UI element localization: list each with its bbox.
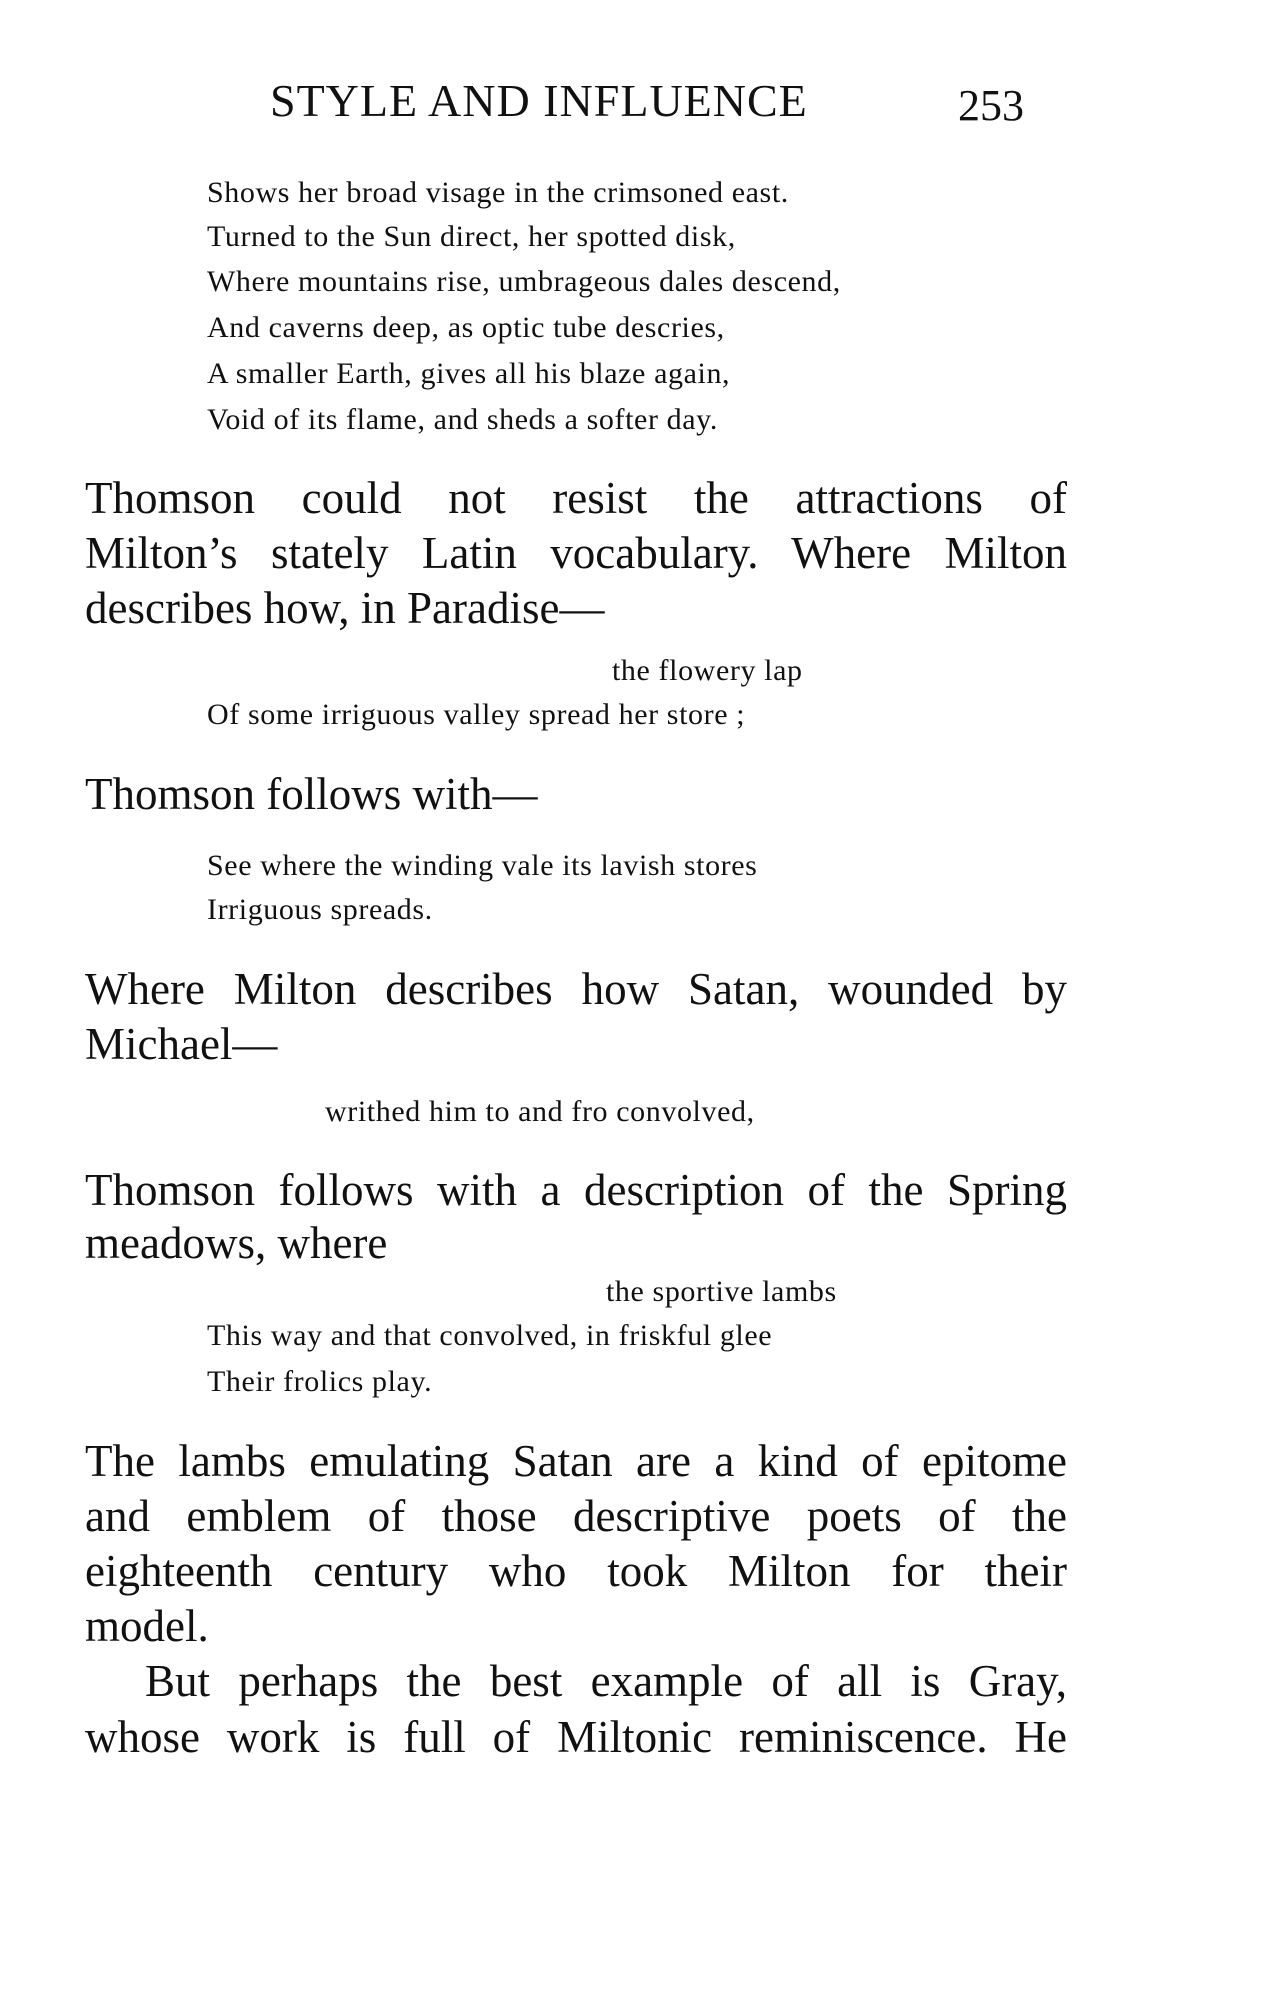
verse-line: Void of its flame, and sheds a softer day. xyxy=(207,403,718,436)
verse-line: the sportive lambs xyxy=(606,1275,837,1308)
page-number: 253 xyxy=(958,81,1024,130)
paragraph-line: Michael— xyxy=(85,1019,278,1069)
verse-line: Irriguous spreads. xyxy=(207,893,433,926)
paragraph-line: model. xyxy=(85,1601,209,1651)
paragraph-line: Milton’s stately Latin vocabulary. Where Milton xyxy=(85,528,1067,578)
verse-line: A smaller Earth, gives all his blaze again, xyxy=(207,357,731,390)
verse-line: This way and that convolved, in friskful glee xyxy=(207,1319,773,1352)
verse-line: See where the winding vale its lavish stores xyxy=(207,849,758,882)
verse-line: Turned to the Sun direct, her spotted disk, xyxy=(207,220,736,253)
verse-line: And caverns deep, as optic tube descries, xyxy=(207,311,725,344)
verse-line: writhed him to and fro convolved, xyxy=(325,1095,755,1128)
verse-line: the flowery lap xyxy=(612,654,803,687)
paragraph-line: Where Milton describes how Satan, wounded by xyxy=(85,964,1067,1014)
paragraph-line: describes how, in Paradise— xyxy=(85,583,605,633)
paragraph-line: Thomson follows with— xyxy=(85,769,538,819)
paragraph-line: But perhaps the best example of all is Gray, xyxy=(145,1656,1067,1706)
running-header: STYLE AND INFLUENCE xyxy=(270,75,808,126)
verse-line: Where mountains rise, umbrageous dales descend, xyxy=(207,265,841,298)
paragraph-line: The lambs emulating Satan are a kind of epitome xyxy=(85,1436,1067,1486)
verse-line: Their frolics play. xyxy=(207,1365,433,1398)
verse-line: Shows her broad visage in the crimsoned east. xyxy=(207,176,789,209)
verse-line: Of some irriguous valley spread her store ; xyxy=(207,698,746,731)
paragraph-line: whose work is full of Miltonic reminiscence. He xyxy=(85,1712,1067,1762)
paragraph-line: meadows, where xyxy=(85,1218,388,1268)
paragraph-line: and emblem of those descriptive poets of the xyxy=(85,1491,1067,1541)
paragraph-line: Thomson follows with a description of the Spring xyxy=(85,1165,1067,1215)
paragraph-line: eighteenth century who took Milton for their xyxy=(85,1546,1067,1596)
paragraph-line: Thomson could not resist the attractions of xyxy=(85,473,1067,523)
